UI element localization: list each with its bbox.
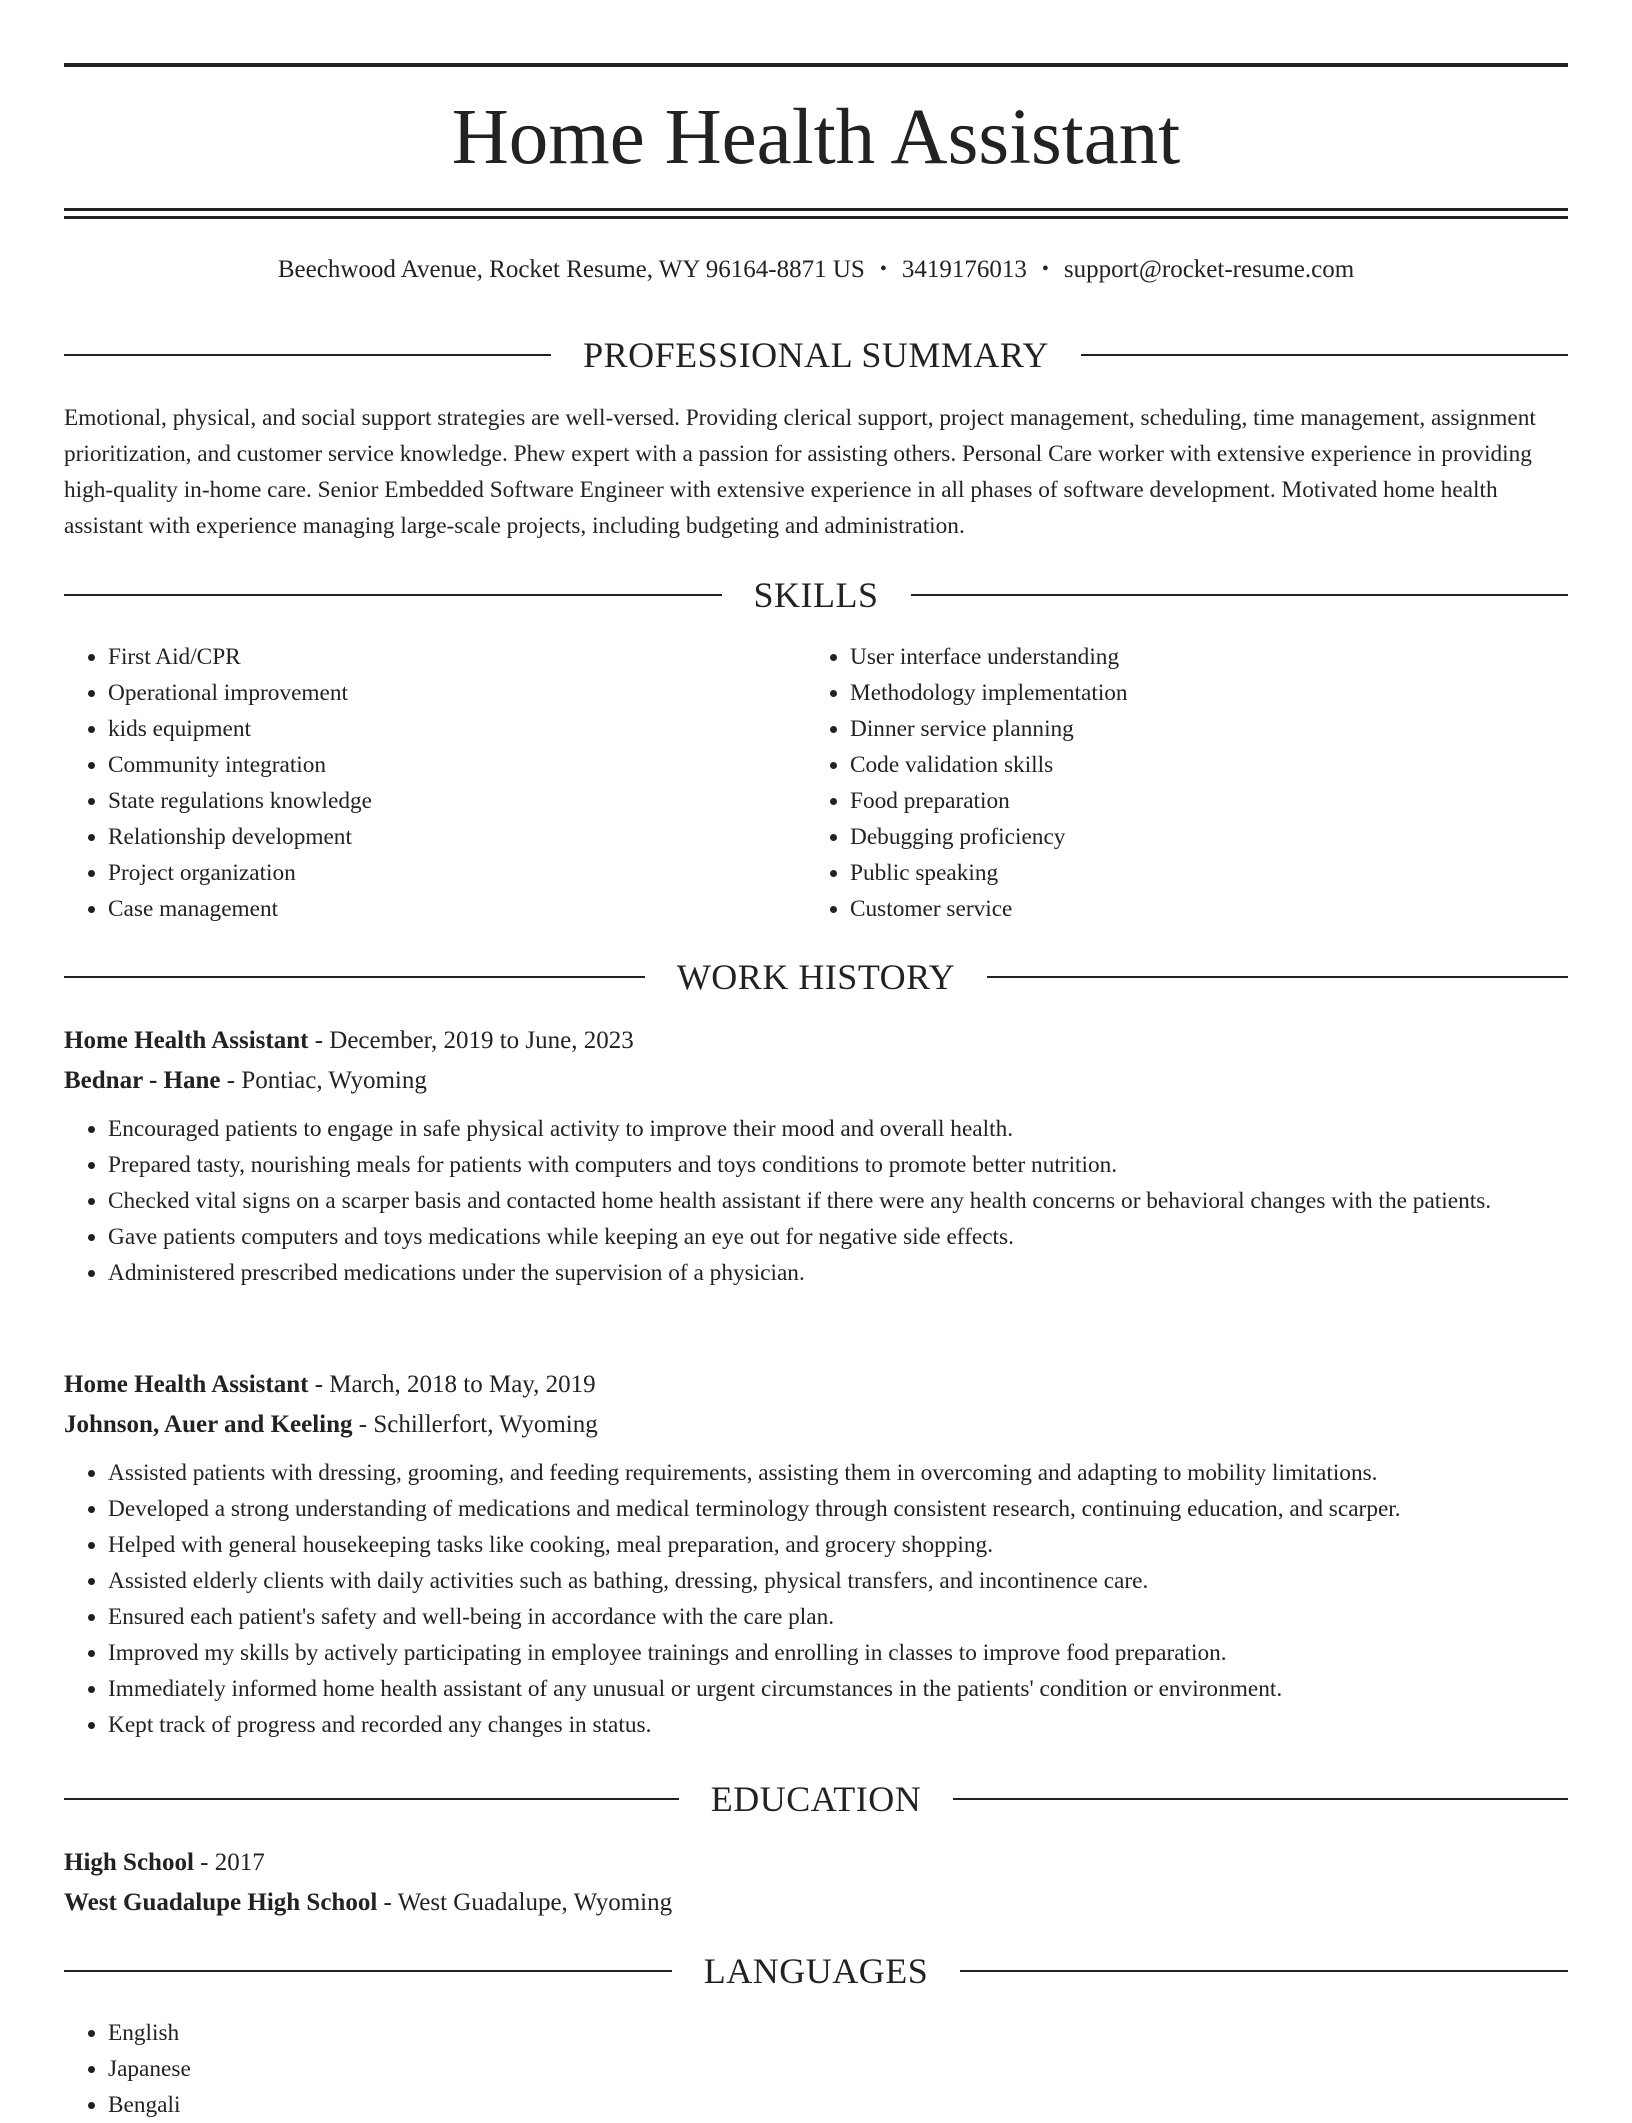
- job-company-line: [64, 1061, 1568, 1101]
- job-entry: [64, 1021, 1568, 1291]
- education-heading: [64, 1777, 1568, 1821]
- contact-phone: 3419176013: [901, 256, 1027, 283]
- skill-item: • Community integration: [108, 747, 764, 783]
- education-school: West Guadalupe High School: [64, 1889, 378, 1916]
- duty-item: • Kept track of progress and recorded any changes in status.: [108, 1707, 1568, 1743]
- job-entry: [64, 1365, 1568, 1743]
- duty-item: • Encouraged patients to engage in safe physical activity to improve their mood and overall health.: [108, 1111, 1568, 1147]
- heading-rule: [960, 1970, 1568, 1972]
- language-item: • Japanese: [108, 2051, 1568, 2087]
- skill-item: • Dinner service planning: [850, 711, 1506, 747]
- work-heading-text: WORK HISTORY: [676, 957, 956, 997]
- summary-text: Emotional, physical, and social support strategies are well-versed. Providing clerical support, project management, scheduling, time management, assignment prioritization, and customer service knowledge. Phew expert with a passion for assisting others. Personal Care worker with extensive experience in providing high-quality in-home care. Senior Embedded Software Engineer with extensive experience in all phases of software development. Motivated home health assistant with experience managing large-scale projects, including budgeting and administration.: [64, 405, 1536, 539]
- heading-rule: [64, 1970, 672, 1972]
- contact-separator: •: [1041, 258, 1049, 280]
- job-company-line: [64, 1405, 1568, 1445]
- summary-heading: [64, 333, 1568, 377]
- education-heading-text: EDUCATION: [710, 1779, 922, 1819]
- heading-rule: [911, 594, 1569, 596]
- skill-item: • Customer service: [850, 891, 1506, 927]
- skill-item: • Case management: [108, 891, 764, 927]
- education-degree: High School: [64, 1849, 194, 1876]
- title-rule-lower: [64, 216, 1568, 219]
- job-company: Johnson, Auer and Keeling: [64, 1411, 353, 1438]
- duty-item: • Gave patients computers and toys medications while keeping an eye out for negative side effects.: [108, 1219, 1568, 1255]
- skills-heading-text: SKILLS: [753, 575, 879, 615]
- heading-rule: [987, 976, 1568, 978]
- duty-item: • Checked vital signs on a scarper basis and contacted home health assistant if there were any health concerns or behavioral changes with the patients.: [108, 1183, 1568, 1219]
- duty-item: • Ensured each patient's safety and well-being in accordance with the care plan.: [108, 1599, 1568, 1635]
- job-duties: [64, 1455, 1568, 1743]
- contact-separator: •: [879, 258, 887, 280]
- job-location: - Schillerfort, Wyoming: [352, 1411, 598, 1438]
- skill-item: • Relationship development: [108, 819, 764, 855]
- skill-item: • Food preparation: [850, 783, 1506, 819]
- top-rule: [64, 63, 1568, 67]
- job-title: Home Health Assistant: [64, 1371, 309, 1398]
- heading-rule: [64, 354, 551, 356]
- duty-item: • Helped with general housekeeping tasks like cooking, meal preparation, and grocery shopping.: [108, 1527, 1568, 1563]
- duty-item: • Immediately informed home health assistant of any unusual or urgent circumstances in the patients' condition or environment.: [108, 1671, 1568, 1707]
- skills-right-column: [806, 639, 1506, 927]
- skill-item: • Debugging proficiency: [850, 819, 1506, 855]
- job-title-line: [64, 1365, 1568, 1405]
- languages-list: [64, 2015, 1568, 2123]
- summary-heading-text: PROFESSIONAL SUMMARY: [583, 335, 1049, 375]
- skill-item: • State regulations knowledge: [108, 783, 764, 819]
- skill-item: • First Aid/CPR: [108, 639, 764, 675]
- job-title: Home Health Assistant: [64, 1027, 309, 1054]
- skills-left-column: [64, 639, 764, 927]
- skill-item: • Project organization: [108, 855, 764, 891]
- duty-item: • Assisted patients with dressing, grooming, and feeding requirements, assisting them in overcoming and adapting to mobility limitations.: [108, 1455, 1568, 1491]
- duty-item: • Improved my skills by actively participating in employee trainings and enrolling in classes to improve food preparation.: [108, 1635, 1568, 1671]
- duty-item: • Prepared tasty, nourishing meals for patients with computers and toys conditions to promote better nutrition.: [108, 1147, 1568, 1183]
- title-rule-upper: [64, 208, 1568, 211]
- job-company: Bednar - Hane: [64, 1067, 221, 1094]
- education-year: - 2017: [193, 1849, 265, 1876]
- education-entry: [64, 1843, 1568, 1923]
- job-title-line: [64, 1021, 1568, 1061]
- languages-heading-text: LANGUAGES: [703, 1951, 929, 1991]
- job-dates: - December, 2019 to June, 2023: [308, 1027, 634, 1054]
- skill-item: • User interface understanding: [850, 639, 1506, 675]
- skill-item: • Code validation skills: [850, 747, 1506, 783]
- contact-address: Beechwood Avenue, Rocket Resume, WY 96164-8871 US: [277, 256, 865, 283]
- skill-item: • Operational improvement: [108, 675, 764, 711]
- skill-item: • kids equipment: [108, 711, 764, 747]
- skill-item: • Public speaking: [850, 855, 1506, 891]
- heading-rule: [953, 1798, 1568, 1800]
- education-school-line: [64, 1883, 1568, 1923]
- resume-title: Home Health Assistant: [451, 94, 1181, 181]
- heading-rule: [64, 976, 645, 978]
- contact-line: [64, 254, 1568, 287]
- duty-item: • Developed a strong understanding of medications and medical terminology through consistent research, continuing education, and scarper.: [108, 1491, 1568, 1527]
- languages-heading: [64, 1949, 1568, 1993]
- heading-rule: [1081, 354, 1568, 356]
- language-item: • English: [108, 2015, 1568, 2051]
- heading-rule: [64, 594, 722, 596]
- duty-item: • Assisted elderly clients with daily activities such as bathing, dressing, physical transfers, and incontinence care.: [108, 1563, 1568, 1599]
- job-duties: [64, 1111, 1568, 1291]
- contact-email: support@rocket-resume.com: [1063, 256, 1355, 283]
- skills-heading: [64, 573, 1568, 617]
- job-location: - Pontiac, Wyoming: [220, 1067, 427, 1094]
- skill-item: • Methodology implementation: [850, 675, 1506, 711]
- work-heading: [64, 955, 1568, 999]
- heading-rule: [64, 1798, 679, 1800]
- job-dates: - March, 2018 to May, 2019: [308, 1371, 596, 1398]
- education-location: - West Guadalupe, Wyoming: [377, 1889, 673, 1916]
- language-item: • Bengali: [108, 2087, 1568, 2123]
- duty-item: • Administered prescribed medications under the supervision of a physician.: [108, 1255, 1568, 1291]
- education-degree-line: [64, 1843, 1568, 1883]
